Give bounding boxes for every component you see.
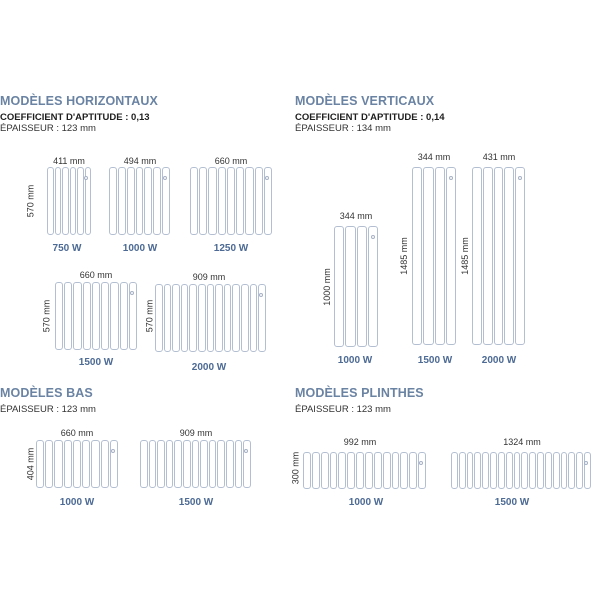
epaisseur-horizontaux: ÉPAISSEUR : 123 mm (0, 123, 96, 134)
section-title-plinthes: MODÈLES PLINTHES (295, 386, 424, 400)
radiator-fin (498, 452, 505, 489)
height-label: 570 mm (40, 299, 51, 333)
radiator-fin (45, 440, 53, 488)
height-label: 1000 mm (321, 268, 332, 306)
radiator-fin (127, 167, 135, 235)
radiator-fin (482, 452, 489, 489)
radiator-fin (409, 452, 417, 489)
power-label: 1000 W (59, 497, 95, 508)
radiator-plinthes-2 (451, 452, 591, 489)
radiator-fin (199, 167, 207, 235)
radiator-fin (110, 440, 118, 488)
radiator-fin (209, 440, 217, 488)
width-label: 431 mm (482, 152, 516, 162)
radiator-fin (423, 167, 433, 345)
epaisseur-plinthes: ÉPAISSEUR : 123 mm (295, 404, 391, 415)
radiator-plinthes-1 (303, 452, 426, 489)
radiator-fin (232, 284, 240, 352)
thermostat-knob-icon (584, 461, 588, 465)
radiator-fin (149, 440, 157, 488)
radiator-fin (474, 452, 481, 489)
height-label: 1485 mm (398, 237, 409, 275)
radiator-fin (412, 167, 422, 345)
radiator-fin (218, 167, 226, 235)
radiator-fin (208, 167, 216, 235)
thermostat-knob-icon (518, 176, 522, 180)
coefficient-horizontaux: COEFFICIENT D'APTITUDE : 0,13 (0, 112, 150, 123)
radiator-fin (561, 452, 568, 489)
radiator-fin (504, 167, 514, 345)
power-label: 1000 W (348, 497, 384, 508)
radiator-fin (235, 440, 243, 488)
radiator-fin (181, 284, 189, 352)
power-label: 1000 W (337, 355, 373, 366)
power-label: 1250 W (213, 243, 249, 254)
radiator-fin (243, 440, 251, 488)
width-label: 494 mm (123, 156, 157, 166)
radiator-fin (374, 452, 382, 489)
radiator-fin (255, 167, 263, 235)
radiator-fin (215, 284, 223, 352)
radiator-fin (418, 452, 426, 489)
radiator-fin (198, 284, 206, 352)
width-label: 660 mm (60, 428, 94, 438)
radiator-fin (153, 167, 161, 235)
radiator-fin (227, 167, 235, 235)
radiator-horizontaux-1 (47, 167, 91, 235)
radiator-horizontaux-4 (55, 282, 137, 350)
radiator-fin (459, 452, 466, 489)
thermostat-knob-icon (84, 176, 88, 180)
radiator-fin (467, 452, 474, 489)
radiator-fin (192, 440, 200, 488)
thermostat-knob-icon (163, 176, 167, 180)
radiator-fin (241, 284, 249, 352)
width-label: 909 mm (192, 272, 226, 282)
radiator-fin (136, 167, 144, 235)
radiator-fin (73, 440, 81, 488)
radiator-bas-1 (36, 440, 118, 488)
radiator-fin (250, 284, 258, 352)
power-label: 1000 W (122, 243, 158, 254)
thermostat-knob-icon (449, 176, 453, 180)
width-label: 992 mm (343, 437, 377, 447)
radiator-fin (83, 282, 91, 350)
section-title-horizontaux: MODÈLES HORIZONTAUX (0, 94, 158, 108)
power-label: 2000 W (191, 362, 227, 373)
coefficient-verticaux: COEFFICIENT D'APTITUDE : 0,14 (295, 112, 445, 123)
width-label: 344 mm (339, 211, 373, 221)
radiator-fin (54, 440, 62, 488)
radiator-fin (494, 167, 504, 345)
radiator-fin (545, 452, 552, 489)
radiator-fin (174, 440, 182, 488)
radiator-fin (472, 167, 482, 345)
power-label: 1500 W (417, 355, 453, 366)
radiator-fin (55, 167, 62, 235)
section-title-verticaux: MODÈLES VERTICAUX (295, 94, 435, 108)
power-label: 2000 W (481, 355, 517, 366)
radiator-verticaux-1 (334, 226, 378, 347)
radiator-fin (446, 167, 456, 345)
radiator-fin (334, 226, 344, 347)
width-label: 909 mm (179, 428, 213, 438)
radiator-fin (529, 452, 536, 489)
radiator-fin (64, 440, 72, 488)
height-label: 570 mm (24, 184, 35, 218)
radiator-fin (345, 226, 355, 347)
thermostat-knob-icon (244, 449, 248, 453)
radiator-fin (62, 167, 69, 235)
height-label: 300 mm (289, 451, 300, 485)
radiator-fin (400, 452, 408, 489)
radiator-fin (183, 440, 191, 488)
radiator-fin (451, 452, 458, 489)
radiator-horizontaux-2 (109, 167, 170, 235)
radiator-fin (226, 440, 234, 488)
radiator-fin (236, 167, 244, 235)
radiator-fin (118, 167, 126, 235)
height-label: 570 mm (143, 299, 154, 333)
height-label: 404 mm (24, 447, 35, 481)
radiator-fin (70, 167, 77, 235)
radiator-bas-2 (140, 440, 251, 488)
width-label: 660 mm (214, 156, 248, 166)
power-label: 1500 W (78, 357, 114, 368)
radiator-fin (383, 452, 391, 489)
radiator-fin (82, 440, 90, 488)
radiator-fin (356, 452, 364, 489)
radiator-fin (483, 167, 493, 345)
radiator-fin (110, 282, 118, 350)
radiator-fin (64, 282, 72, 350)
radiator-fin (77, 167, 84, 235)
radiator-fin (576, 452, 583, 489)
radiator-fin (321, 452, 329, 489)
radiator-fin (47, 167, 54, 235)
power-label: 750 W (52, 243, 82, 254)
radiator-fin (190, 167, 198, 235)
thermostat-knob-icon (259, 293, 263, 297)
radiator-fin (490, 452, 497, 489)
radiator-fin (172, 284, 180, 352)
radiator-fin (392, 452, 400, 489)
height-label: 1485 mm (459, 237, 470, 275)
radiator-fin (303, 452, 311, 489)
radiator-verticaux-3 (472, 167, 525, 345)
radiator-fin (568, 452, 575, 489)
radiator-fin (162, 167, 170, 235)
radiator-fin (553, 452, 560, 489)
radiator-verticaux-2 (412, 167, 456, 345)
radiator-fin (217, 440, 225, 488)
thermostat-knob-icon (130, 291, 134, 295)
radiator-fin (515, 167, 525, 345)
radiator-fin (207, 284, 215, 352)
width-label: 1324 mm (503, 437, 541, 447)
width-label: 344 mm (417, 152, 451, 162)
power-label: 1500 W (178, 497, 214, 508)
radiator-fin (365, 452, 373, 489)
radiator-horizontaux-5 (155, 284, 266, 352)
thermostat-knob-icon (371, 235, 375, 239)
radiator-fin (36, 440, 44, 488)
radiator-fin (129, 282, 137, 350)
section-title-bas: MODÈLES BAS (0, 386, 93, 400)
radiator-fin (155, 284, 163, 352)
radiator-fin (245, 167, 253, 235)
radiator-fin (166, 440, 174, 488)
radiator-fin (109, 167, 117, 235)
radiator-fin (506, 452, 513, 489)
radiator-fin (91, 440, 99, 488)
width-label: 660 mm (79, 270, 113, 280)
epaisseur-verticaux: ÉPAISSEUR : 134 mm (295, 123, 391, 134)
radiator-fin (264, 167, 272, 235)
radiator-fin (85, 167, 92, 235)
radiator-fin (258, 284, 266, 352)
width-label: 411 mm (53, 156, 85, 166)
radiator-fin (368, 226, 378, 347)
radiator-fin (224, 284, 232, 352)
radiator-fin (312, 452, 320, 489)
radiator-fin (584, 452, 591, 489)
radiator-fin (101, 282, 109, 350)
radiator-fin (330, 452, 338, 489)
radiator-fin (338, 452, 346, 489)
radiator-fin (101, 440, 109, 488)
radiator-fin (435, 167, 445, 345)
power-label: 1500 W (494, 497, 530, 508)
radiator-fin (55, 282, 63, 350)
thermostat-knob-icon (111, 449, 115, 453)
radiator-horizontaux-3 (190, 167, 272, 235)
radiator-fin (514, 452, 521, 489)
radiator-fin (140, 440, 148, 488)
radiator-fin (189, 284, 197, 352)
thermostat-knob-icon (419, 461, 423, 465)
radiator-fin (144, 167, 152, 235)
radiator-fin (73, 282, 81, 350)
epaisseur-bas: ÉPAISSEUR : 123 mm (0, 404, 96, 415)
radiator-fin (157, 440, 165, 488)
radiator-fin (200, 440, 208, 488)
radiator-fin (164, 284, 172, 352)
radiator-fin (120, 282, 128, 350)
radiator-fin (357, 226, 367, 347)
thermostat-knob-icon (265, 176, 269, 180)
radiator-fin (92, 282, 100, 350)
radiator-fin (521, 452, 528, 489)
radiator-fin (347, 452, 355, 489)
radiator-fin (537, 452, 544, 489)
